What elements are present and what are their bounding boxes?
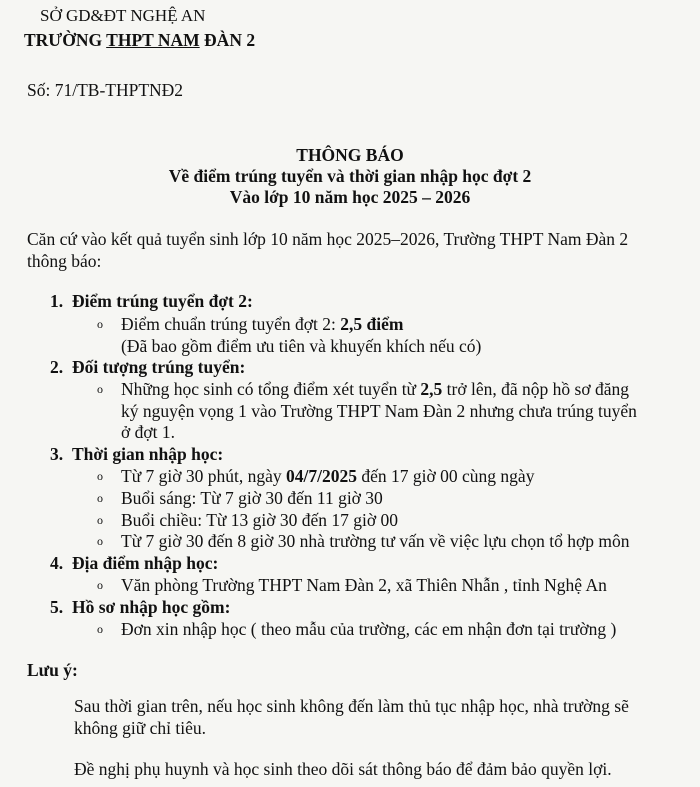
note-paragraph-1-line-1: Sau thời gian trên, nếu học sinh không đến làm thủ tục nhập học, nhà trường sẽ	[74, 696, 629, 716]
document-subtitle-year: Vào lớp 10 năm học 2025 – 2026	[229, 187, 471, 207]
intro-line-1: Căn cứ vào kết quả tuyển sinh lớp 10 năm học 2025–2026, Trường THPT Nam Đàn 2	[27, 229, 629, 249]
note-label: Lưu ý:	[27, 660, 78, 680]
bullet-icon: o	[97, 578, 103, 592]
school-name-suffix: ĐÀN 2	[199, 30, 256, 50]
section-2-line-2: ký nguyện vọng 1 vào Trường THPT Nam Đàn 2 nhưng chưa trúng tuyển	[121, 401, 637, 421]
school-name	[24, 30, 255, 51]
document-title: THÔNG BÁO	[296, 145, 404, 165]
department-name: SỞ GD&ĐT NGHỆ AN	[40, 6, 206, 25]
section-4-bullet: o Văn phòng Trường THPT Nam Đàn 2, xã Thiên Nhẫn , tỉnh Nghệ An	[97, 575, 607, 595]
section-5-bullet: o Đơn xin nhập học ( theo mẫu của trường, các em nhận đơn tại trường )	[97, 619, 617, 639]
bullet-icon: o	[97, 469, 103, 483]
bullet-icon: o	[97, 534, 103, 548]
document-number: Số: 71/TB-THPTNĐ2	[27, 80, 184, 100]
section-3-bullet-3: o Buổi chiều: Từ 13 giờ 30 đến 17 giờ 00	[97, 510, 399, 530]
bullet-icon: o	[97, 317, 103, 331]
section-2-bullet: o Những học sinh có tổng điểm xét tuyển từ 2,5 trở lên, đã nộp hồ sơ đăng	[97, 379, 629, 399]
bullet-icon: o	[97, 382, 103, 396]
school-name-underlined: THPT NAM	[106, 30, 200, 50]
section-3-bullet-1: o Từ 7 giờ 30 phút, ngày 04/7/2025 đến 17 giờ 00 cùng ngày	[97, 466, 535, 486]
section-1-heading: 1. Điểm trúng tuyển đợt 2:	[50, 291, 253, 311]
school-name-prefix: TRƯỜNG	[24, 30, 107, 50]
section-2-heading: 2. Đối tượng trúng tuyển:	[50, 357, 246, 377]
document-subtitle: Về điểm trúng tuyển và thời gian nhập học đợt 2	[168, 166, 532, 186]
note-paragraph-1-line-2: không giữ chỉ tiêu.	[74, 718, 206, 738]
bullet-icon: o	[97, 622, 103, 636]
section-5-heading: 5. Hồ sơ nhập học gồm:	[50, 597, 231, 617]
note-paragraph-2: Đề nghị phụ huynh và học sinh theo dõi sát thông báo để đảm bảo quyền lợi.	[74, 759, 612, 779]
bullet-icon: o	[97, 491, 103, 505]
section-3-bullet-2: o Buổi sáng: Từ 7 giờ 30 đến 11 giờ 30	[97, 488, 383, 508]
bullet-icon: o	[97, 513, 103, 527]
section-3-heading: 3. Thời gian nhập học:	[50, 444, 224, 464]
section-1-note: (Đã bao gồm điểm ưu tiên và khuyến khích nếu có)	[121, 336, 482, 356]
section-1-bullet: o Điểm chuẩn trúng tuyển đợt 2: 2,5 điểm	[97, 314, 404, 334]
intro-line-2: thông báo:	[27, 251, 102, 271]
section-4-heading: 4. Địa điểm nhập học:	[50, 553, 219, 573]
section-2-line-3: ở đợt 1.	[121, 422, 175, 442]
section-3-bullet-4: o Từ 7 giờ 30 đến 8 giờ 30 nhà trường tư vấn về việc lựu chọn tổ hợp môn	[97, 531, 630, 551]
